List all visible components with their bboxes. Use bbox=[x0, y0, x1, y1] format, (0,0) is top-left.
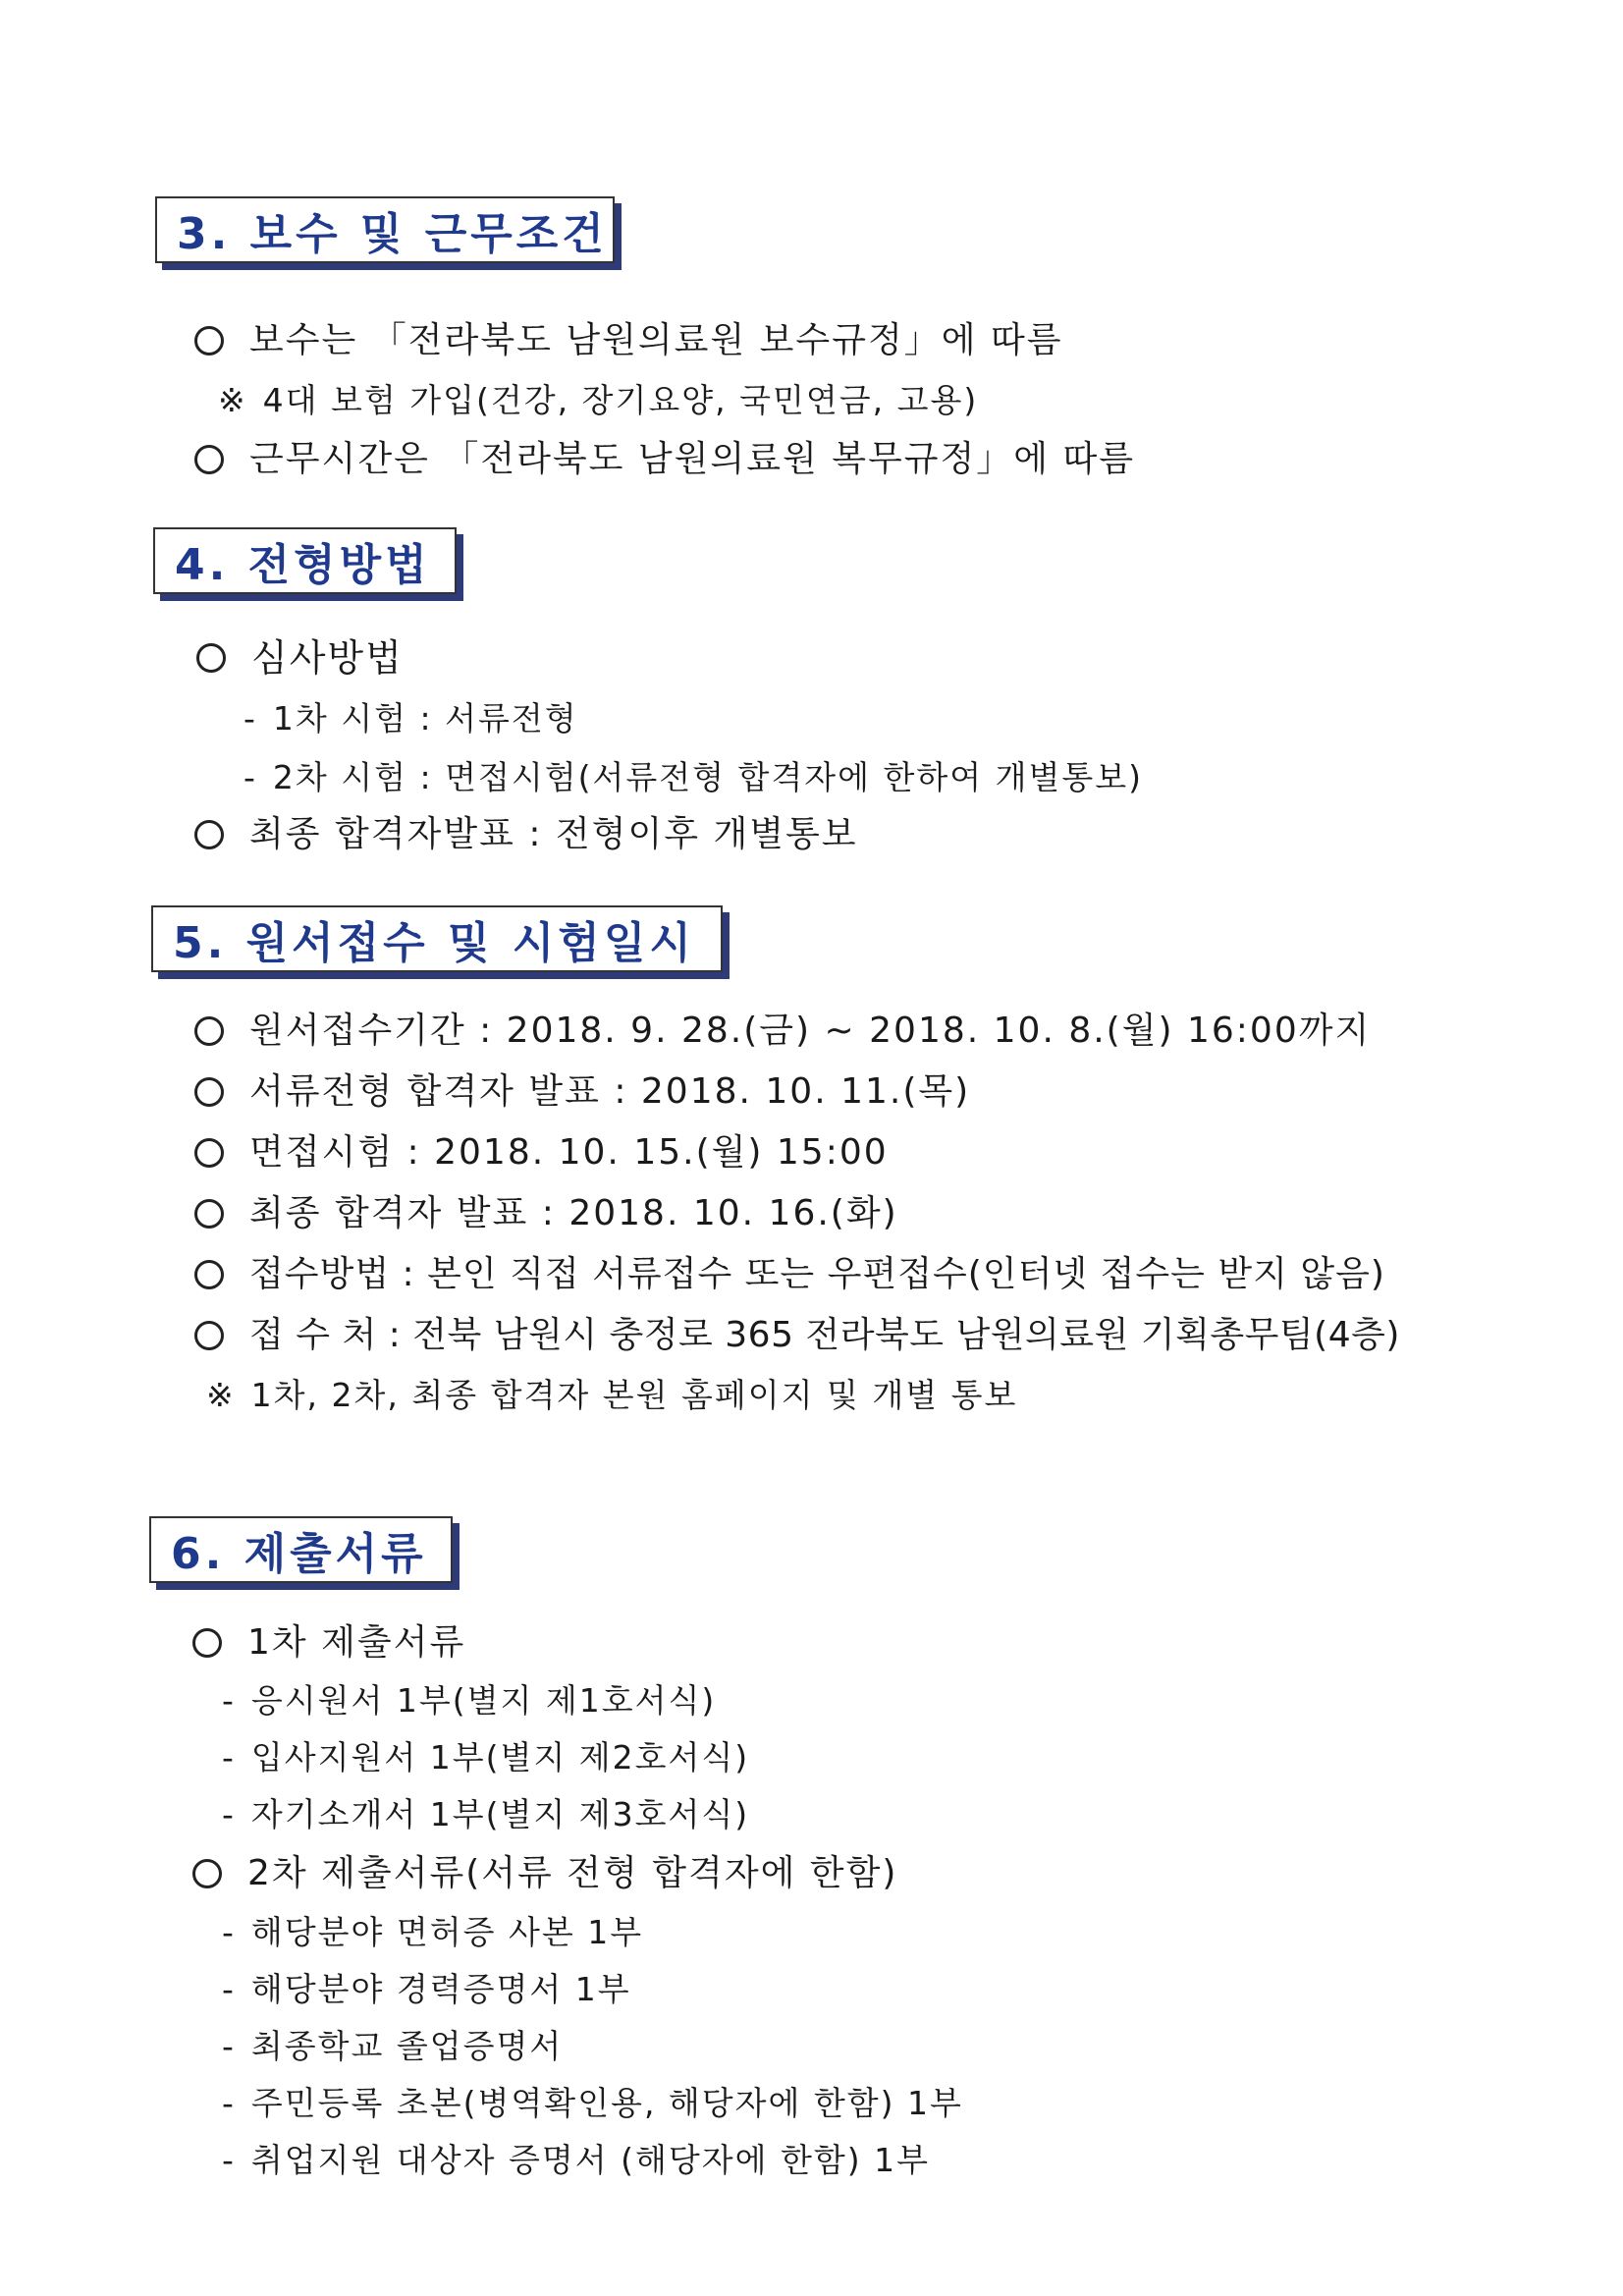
pay-text: 보수는 「전라북도 남원의료원 보수규정」에 따름 bbox=[249, 320, 1063, 360]
step1-text: 1차 시험 : 서류전형 bbox=[272, 699, 578, 738]
second-doc-2-text: 해당분야 경력증명서 1부 bbox=[250, 1970, 631, 2008]
dash-bullet: - bbox=[222, 2027, 236, 2065]
first-doc-1-text: 응시원서 1부(별지 제1호서식) bbox=[250, 1681, 717, 1720]
notify-note-text: 1차, 2차, 최종 합격자 본원 홈페이지 및 개별 통보 bbox=[250, 1376, 1018, 1414]
first-doc-2-text: 입사지원서 1부(별지 제2호서식) bbox=[250, 1738, 750, 1777]
second-doc-4 bbox=[222, 2079, 963, 2128]
final-announce-text: 최종 합격자발표 : 전형이후 개별통보 bbox=[249, 814, 858, 854]
step2-text: 2차 시험 : 면접시험(서류전형 합격자에 한하여 개별통보) bbox=[272, 758, 1144, 796]
method-text: 심사방법 bbox=[251, 636, 404, 680]
second-doc-2 bbox=[222, 1965, 631, 2014]
section-3-heading bbox=[155, 196, 615, 263]
second-doc-3 bbox=[222, 2022, 563, 2071]
pay-item bbox=[194, 316, 1063, 365]
where-item bbox=[194, 1311, 1400, 1360]
period-item bbox=[194, 1007, 1371, 1056]
first-docs-text: 1차 제출서류 bbox=[247, 1622, 466, 1663]
how-text: 접수방법 : 본인 직접 서류접수 또는 우편접수(인터넷 접수는 받지 않음) bbox=[249, 1254, 1385, 1294]
step2-item bbox=[243, 753, 1143, 802]
circle-bullet-icon bbox=[194, 1077, 224, 1107]
period-text: 원서접수기간 : 2018. 9. 28.(금) ~ 2018. 10. 8.(월) 16:00까지 bbox=[249, 1011, 1372, 1051]
circle-bullet-icon bbox=[194, 820, 224, 849]
first-doc-3 bbox=[222, 1790, 749, 1839]
second-doc-4-text: 주민등록 초본(병역확인용, 해당자에 한함) 1부 bbox=[250, 2084, 963, 2122]
where-text: 접 수 처 : 전북 남원시 충정로 365 전라북도 남원의료원 기획총무팀(4층) bbox=[249, 1315, 1400, 1355]
circle-bullet-icon bbox=[194, 445, 224, 474]
notify-note bbox=[206, 1371, 1017, 1420]
final-announce-item bbox=[194, 810, 858, 859]
section-4-heading bbox=[153, 527, 457, 594]
interview-item bbox=[194, 1128, 889, 1177]
first-doc-3-text: 자기소개서 1부(별지 제3호서식) bbox=[250, 1795, 750, 1833]
circle-bullet-icon bbox=[192, 1859, 222, 1888]
second-docs-text: 2차 제출서류(서류 전형 합격자에 한함) bbox=[247, 1853, 898, 1893]
how-item bbox=[194, 1250, 1385, 1299]
first-doc-1 bbox=[222, 1676, 716, 1725]
section-5-title: 5. 원서접수 및 시험일시 bbox=[173, 918, 695, 968]
circle-bullet-icon bbox=[194, 1321, 224, 1350]
method-item bbox=[196, 633, 404, 683]
insurance-note bbox=[218, 376, 978, 425]
final-result-text: 최종 합격자 발표 : 2018. 10. 16.(화) bbox=[249, 1193, 898, 1233]
section-6-heading bbox=[149, 1516, 453, 1583]
reference-mark-icon: ※ bbox=[218, 381, 247, 419]
hours-item bbox=[194, 435, 1135, 484]
hours-text: 근무시간은 「전라북도 남원의료원 복무규정」에 따름 bbox=[249, 439, 1136, 479]
circle-bullet-icon bbox=[192, 1628, 222, 1658]
doc-result-text: 서류전형 합격자 발표 : 2018. 10. 11.(목) bbox=[249, 1071, 971, 1112]
circle-bullet-icon bbox=[194, 1138, 224, 1168]
section-4-title: 4. 전형방법 bbox=[175, 540, 431, 590]
circle-bullet-icon bbox=[194, 1016, 224, 1046]
section-5-heading bbox=[151, 905, 723, 972]
first-docs-item bbox=[192, 1618, 465, 1667]
section-3-title: 3. 보수 및 근무조건 bbox=[177, 209, 608, 259]
dash-bullet: - bbox=[222, 1913, 236, 1951]
second-doc-1-text: 해당분야 면허증 사본 1부 bbox=[250, 1913, 644, 1951]
dash-bullet: - bbox=[243, 758, 257, 796]
first-doc-2 bbox=[222, 1733, 749, 1782]
step1-item bbox=[243, 694, 578, 743]
interview-text: 면접시험 : 2018. 10. 15.(월) 15:00 bbox=[249, 1132, 889, 1173]
insurance-note-text: 4대 보험 가입(건강, 장기요양, 국민연금, 고용) bbox=[262, 381, 979, 419]
second-doc-1 bbox=[222, 1908, 643, 1957]
second-doc-3-text: 최종학교 졸업증명서 bbox=[250, 2027, 564, 2065]
dash-bullet: - bbox=[222, 1681, 236, 1720]
dash-bullet: - bbox=[243, 699, 257, 738]
circle-bullet-icon bbox=[196, 643, 226, 673]
second-docs-item bbox=[192, 1849, 897, 1898]
second-doc-5 bbox=[222, 2136, 930, 2185]
doc-result-item bbox=[194, 1067, 970, 1117]
dash-bullet: - bbox=[222, 2084, 236, 2122]
final-result-item bbox=[194, 1189, 898, 1238]
reference-mark-icon: ※ bbox=[206, 1376, 236, 1414]
circle-bullet-icon bbox=[194, 1260, 224, 1289]
circle-bullet-icon bbox=[194, 326, 224, 355]
dash-bullet: - bbox=[222, 2141, 236, 2179]
circle-bullet-icon bbox=[194, 1199, 224, 1229]
section-6-title: 6. 제출서류 bbox=[171, 1529, 427, 1579]
dash-bullet: - bbox=[222, 1970, 236, 2008]
dash-bullet: - bbox=[222, 1738, 236, 1777]
second-doc-5-text: 취업지원 대상자 증명서 (해당자에 한함) 1부 bbox=[250, 2141, 931, 2179]
dash-bullet: - bbox=[222, 1795, 236, 1833]
